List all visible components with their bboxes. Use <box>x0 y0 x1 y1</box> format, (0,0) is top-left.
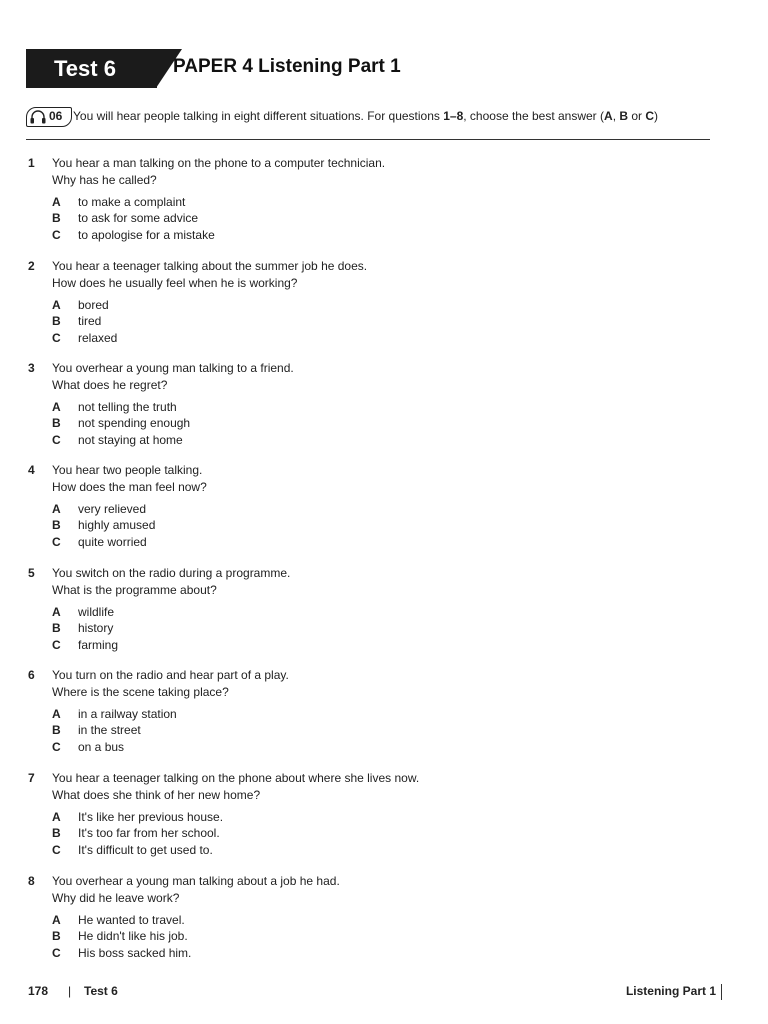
option-c <box>52 227 215 243</box>
instr-part: , <box>612 109 620 123</box>
question-text <box>52 873 340 906</box>
instr-option-c: C <box>645 109 655 123</box>
question-context: You hear a teenager talking about the summer job he does. <box>52 259 368 273</box>
page-header <box>26 49 726 89</box>
option-text: bored <box>78 298 109 312</box>
option-letter: B <box>52 826 61 841</box>
option-text: It's too far from her school. <box>78 826 220 841</box>
option-letter: B <box>52 929 61 944</box>
option-text: very relieved <box>78 502 147 516</box>
option-text: to apologise for a mistake <box>78 227 215 242</box>
question-prompt: Why did he leave work? <box>52 890 180 905</box>
option-b <box>52 210 215 226</box>
question-context: You overhear a young man talking to a friend. <box>52 361 294 375</box>
option-text: It's difficult to get used to. <box>78 842 213 857</box>
paper-title: PAPER 4 Listening Part 1 <box>173 56 401 77</box>
test-tab <box>26 49 157 88</box>
option-text: wildlife <box>78 605 115 619</box>
question-text <box>52 258 367 291</box>
question-context: You turn on the radio and hear part of a play. <box>52 668 289 682</box>
option-c <box>52 534 155 550</box>
question-number: 3 <box>28 361 35 375</box>
test-label: Test 6 <box>54 56 116 81</box>
question-context: You overhear a young man talking about a job he had. <box>52 874 340 888</box>
question-prompt: Where is the scene taking place? <box>52 684 229 699</box>
page-footer <box>28 984 722 1002</box>
option-letter: C <box>52 945 61 960</box>
option-letter: B <box>52 416 61 431</box>
question-number: 2 <box>28 259 35 273</box>
instr-part: You will hear people talking in eight different situations. For questions <box>73 109 444 123</box>
option-letter: A <box>52 298 61 312</box>
question-prompt: How does the man feel now? <box>52 479 207 494</box>
footer-test-label: Test 6 <box>84 984 118 998</box>
question-number: 4 <box>28 463 35 477</box>
question-context: You hear two people talking. <box>52 463 203 477</box>
option-text: farming <box>78 637 119 652</box>
option-c <box>52 945 191 961</box>
option-a <box>52 399 190 415</box>
option-letter: A <box>52 195 61 209</box>
option-text: to ask for some advice <box>78 211 199 226</box>
divider <box>26 139 710 140</box>
option-letter: B <box>52 314 61 329</box>
option-text: tired <box>78 314 102 329</box>
question-number: 6 <box>28 668 35 682</box>
footer-edge-bar <box>721 984 722 1000</box>
option-text: not staying at home <box>78 432 183 447</box>
question-prompt: How does he usually feel when he is working? <box>52 275 298 290</box>
option-a <box>52 501 155 517</box>
option-b <box>52 313 117 329</box>
option-letter: C <box>52 637 61 652</box>
option-letter: A <box>52 400 61 414</box>
option-b <box>52 928 191 944</box>
option-text: history <box>78 621 114 636</box>
instr-part: ) <box>654 109 659 123</box>
instructions <box>26 107 710 129</box>
option-a <box>52 194 215 210</box>
option-letter: B <box>52 621 61 636</box>
option-c <box>52 432 190 448</box>
option-text: not spending enough <box>78 416 191 431</box>
question-number: 7 <box>28 771 35 785</box>
option-letter: A <box>52 502 61 516</box>
page-number: 178 <box>28 984 49 998</box>
option-b <box>52 415 190 431</box>
option-c <box>52 637 118 653</box>
option-b <box>52 517 155 533</box>
instr-option-a: A <box>604 109 613 123</box>
option-c <box>52 739 177 755</box>
instr-part: or <box>628 109 646 123</box>
option-a <box>52 297 117 313</box>
question-text <box>52 770 419 803</box>
option-letter: B <box>52 723 61 738</box>
option-letter: C <box>52 842 61 857</box>
option-c <box>52 330 117 346</box>
option-letter: A <box>52 605 61 619</box>
option-b <box>52 722 177 738</box>
option-letter: C <box>52 432 61 447</box>
option-text: He wanted to travel. <box>78 913 185 927</box>
question-text <box>52 462 207 495</box>
option-b <box>52 825 223 841</box>
option-a <box>52 604 118 620</box>
option-text: not telling the truth <box>78 400 177 414</box>
headphones-icon <box>29 109 47 125</box>
option-text: highly amused <box>78 518 156 533</box>
option-c <box>52 842 223 858</box>
option-text: He didn't like his job. <box>78 929 188 944</box>
question-prompt: What does he regret? <box>52 377 168 392</box>
question-text <box>52 155 385 188</box>
answer-options <box>52 912 191 961</box>
option-a <box>52 809 223 825</box>
option-text: quite worried <box>78 534 147 549</box>
answer-options <box>52 501 155 550</box>
audio-track-badge <box>26 107 72 127</box>
instruction-text <box>73 109 658 123</box>
option-letter: B <box>52 518 61 533</box>
option-letter: A <box>52 913 61 927</box>
question-context: You hear a teenager talking on the phone about where she lives now. <box>52 771 420 785</box>
answer-options <box>52 706 177 755</box>
footer-section-label: Listening Part 1 <box>625 984 716 998</box>
answer-options <box>52 399 190 448</box>
option-letter: B <box>52 211 61 226</box>
option-letter: C <box>52 227 61 242</box>
question-prompt: Why has he called? <box>52 172 157 187</box>
option-a <box>52 912 191 928</box>
option-letter: C <box>52 534 61 549</box>
question-context: You hear a man talking on the phone to a computer technician. <box>52 156 386 170</box>
question-range: 1–8 <box>443 109 464 123</box>
option-text: to make a complaint <box>78 195 186 209</box>
question-text <box>52 360 294 393</box>
question-prompt: What does she think of her new home? <box>52 787 261 802</box>
question-text <box>52 667 289 700</box>
question-text <box>52 565 290 598</box>
option-text: His boss sacked him. <box>78 945 192 960</box>
question-number: 5 <box>28 566 35 580</box>
question-context: You switch on the radio during a programme. <box>52 566 291 580</box>
option-text: It's like her previous house. <box>78 810 224 824</box>
instr-part: , choose the best answer ( <box>463 109 605 123</box>
option-letter: A <box>52 707 61 721</box>
option-letter: C <box>52 739 61 754</box>
option-letter: A <box>52 810 61 824</box>
option-a <box>52 706 177 722</box>
question-prompt: What is the programme about? <box>52 582 217 597</box>
answer-options <box>52 194 215 243</box>
answer-options <box>52 809 223 858</box>
footer-separator: | <box>68 984 72 998</box>
question-number: 1 <box>28 156 35 170</box>
option-text: in the street <box>78 723 141 738</box>
answer-options <box>52 297 117 346</box>
answer-options <box>52 604 118 653</box>
option-text: relaxed <box>78 330 118 345</box>
option-text: in a railway station <box>78 707 177 721</box>
track-number: 06 <box>49 109 63 123</box>
option-text: on a bus <box>78 739 125 754</box>
question-number: 8 <box>28 874 35 888</box>
option-letter: C <box>52 330 61 345</box>
instr-option-b: B <box>619 109 629 123</box>
option-b <box>52 620 118 636</box>
